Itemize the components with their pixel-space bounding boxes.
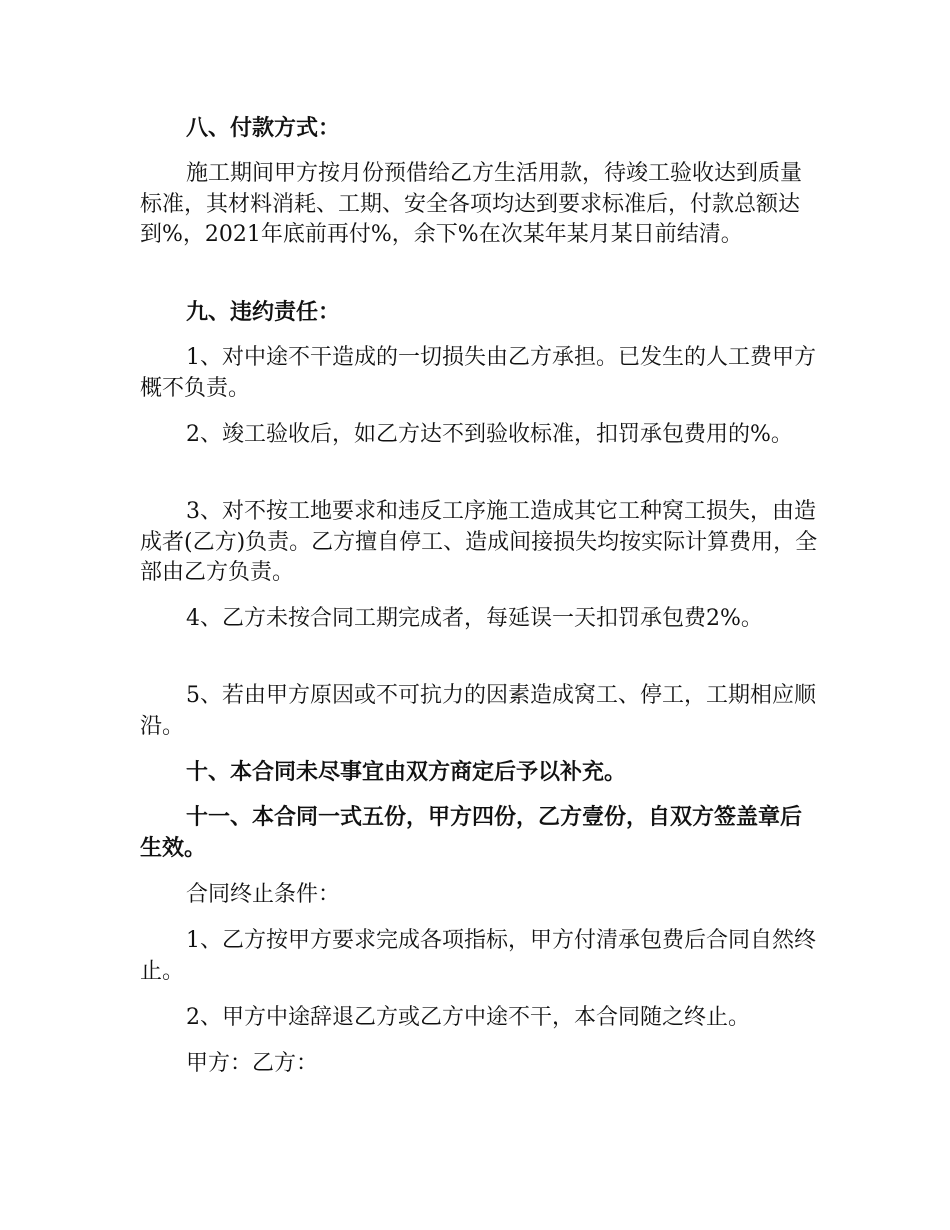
paragraph-liability-4: 4、乙方未按合同工期完成者，每延误一天扣罚承包费2%。 bbox=[186, 606, 763, 631]
signature-line: 甲方：乙方： bbox=[186, 1051, 319, 1076]
section-heading-payment: 八、付款方式： bbox=[186, 116, 341, 141]
paragraph-liability-2: 2、竣工验收后，如乙方达不到验收标准，扣罚承包费用的%。 bbox=[186, 422, 793, 447]
paragraph-liability-5: 5、若由甲方原因或不可抗力的因素造成窝工、停工，工期相应顺沿。 bbox=[140, 683, 816, 739]
paragraph-termination-2: 2、甲方中途辞退乙方或乙方中途不干，本合同随之终止。 bbox=[186, 1005, 750, 1030]
paragraph-liability-1: 1、对中途不干造成的一切损失由乙方承担。已发生的人工费甲方概不负责。 bbox=[140, 345, 816, 401]
paragraph-termination-1: 1、乙方按甲方要求完成各项指标，甲方付清承包费后合同自然终止。 bbox=[140, 928, 816, 984]
paragraph-termination-title: 合同终止条件： bbox=[186, 882, 341, 907]
section-heading-supplement: 十、本合同未尽事宜由双方商定后予以补充。 bbox=[186, 760, 627, 785]
section-heading-copies: 十一、本合同一式五份，甲方四份，乙方壹份，自双方签盖章后生效。 bbox=[140, 805, 803, 861]
section-heading-liability: 九、违约责任： bbox=[186, 300, 341, 325]
paragraph-liability-3: 3、对不按工地要求和违反工序施工造成其它工种窝工损失，由造成者(乙方)负责。乙方擅自停工、造成间接损失均按实际计算费用，全部由乙方负责。 bbox=[140, 499, 818, 585]
paragraph-payment-terms: 施工期间甲方按月份预借给乙方生活用款，待竣工验收达到质量标准，其材料消耗、工期、安全各项均达到要求标准后，付款总额达到%，2021年底前再付%，余下%在次某年某月某日前结清。 bbox=[140, 161, 803, 247]
